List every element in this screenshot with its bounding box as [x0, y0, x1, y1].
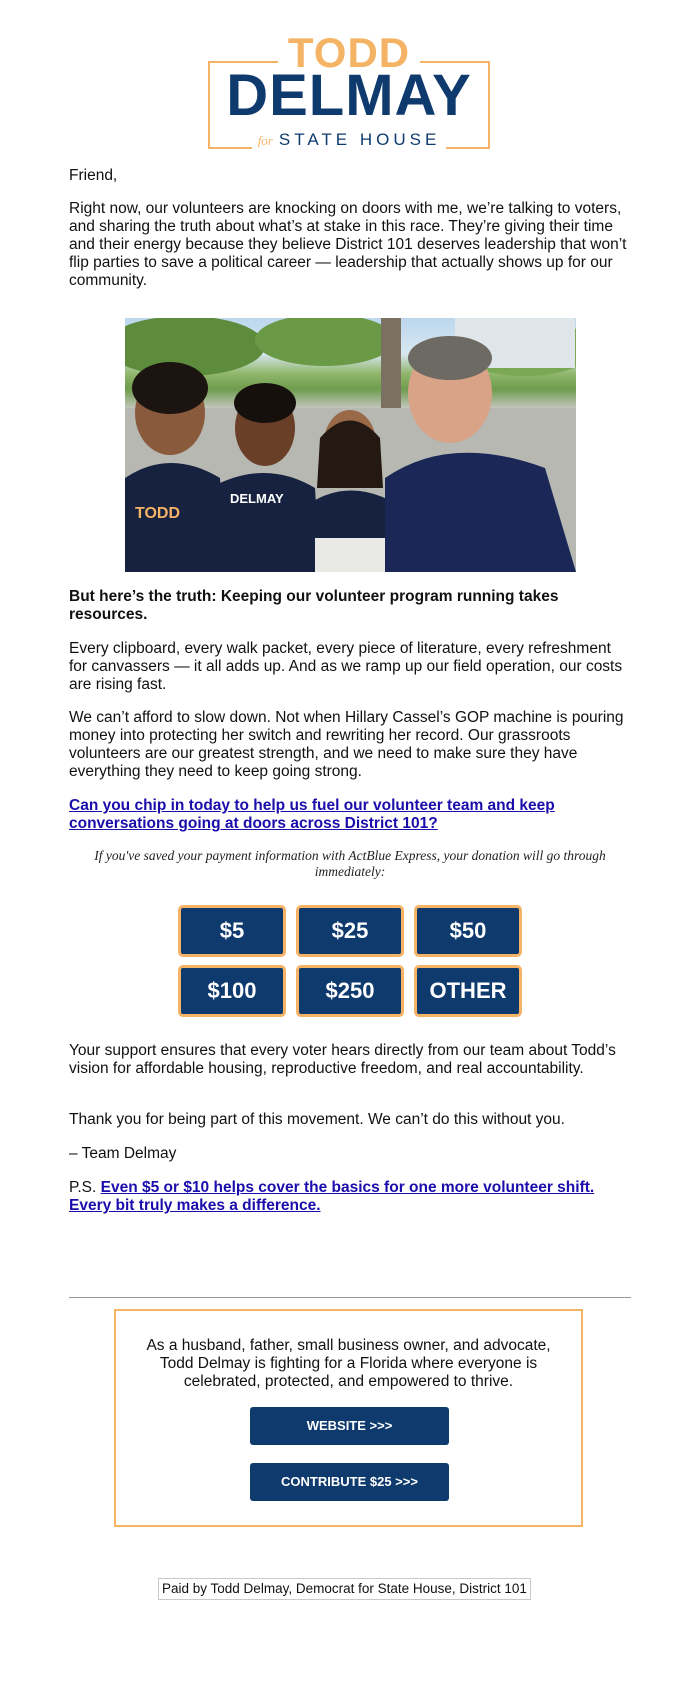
support-paragraph: Your support ensures that every voter hears directly from our team about Todd’s vision for affordable housing, reproductive freedom, and real accountability.	[69, 1042, 616, 1077]
ps-label: P.S.	[69, 1179, 101, 1196]
footer-bio: As a husband, father, small business owner, and advocate, Todd Delmay is fighting for a Florida where everyone is celebrated, protected, and empowered to thrive.	[146, 1337, 551, 1390]
divider	[69, 1297, 631, 1298]
donate-100-button[interactable]: $100	[178, 965, 286, 1017]
section-heading: But here’s the truth: Keeping our volunteer program running takes resources.	[69, 588, 559, 623]
donate-50-button[interactable]: $50	[414, 905, 522, 957]
donate-25-button[interactable]: $25	[296, 905, 404, 957]
donate-250-button[interactable]: $250	[296, 965, 404, 1017]
donate-other-button[interactable]: OTHER	[414, 965, 522, 1017]
actblue-note: If you've saved your payment information with ActBlue Express, your donation will go through immediately:	[94, 848, 606, 879]
svg-text:TODD: TODD	[135, 505, 181, 522]
website-button[interactable]: WEBSITE >>>	[250, 1407, 449, 1445]
greeting: Friend,	[69, 167, 118, 184]
thanks-paragraph: Thank you for being part of this movement. We can’t do this without you.	[69, 1111, 565, 1128]
svg-text:DELMAY: DELMAY	[230, 491, 284, 506]
ps-donate-link[interactable]: Even $5 or $10 helps cover the basics for one more volunteer shift. Every bit truly makes a difference.	[69, 1179, 595, 1214]
footer-bio-box	[114, 1309, 583, 1527]
paid-disclaimer: Paid by Todd Delmay, Democrat for State House, District 101	[158, 1578, 531, 1600]
campaign-logo	[208, 31, 490, 149]
photo-illustration	[125, 318, 576, 572]
volunteer-photo	[125, 318, 576, 572]
donate-5-button[interactable]: $5	[178, 905, 286, 957]
logo-office: STATE HOUSE	[278, 130, 441, 149]
costs-paragraph: Every clipboard, every walk packet, every piece of literature, every refreshment for canvassers — it all adds up. And as we ramp up our field operation, our costs are rising fast.	[69, 640, 623, 693]
logo-last-name: DELMAY	[226, 63, 472, 128]
intro-paragraph: Right now, our volunteers are knocking on doors with me, we’re talking to voters, and sharing the truth about what’s at stake in this race. They’re giving their time and their energy because they believe District 101 deserves leadership that won’t flip parties to save a political career — leadership that actually shows up for our community.	[69, 200, 627, 289]
donate-cta-link[interactable]: Can you chip in today to help us fuel our volunteer team and keep conversations going at doors across District 101?	[69, 797, 555, 832]
contribute-button[interactable]: CONTRIBUTE $25 >>>	[250, 1463, 449, 1501]
signoff: – Team Delmay	[69, 1145, 177, 1162]
logo-for: for	[257, 133, 273, 148]
logo-first-name: TODD	[278, 29, 420, 76]
opposition-paragraph: We can’t afford to slow down. Not when Hillary Cassel’s GOP machine is pouring money into protecting her switch and rewriting her record. Our grassroots volunteers are our greatest strength, and we need to make sure they have everything they need to keep going strong.	[69, 709, 624, 780]
